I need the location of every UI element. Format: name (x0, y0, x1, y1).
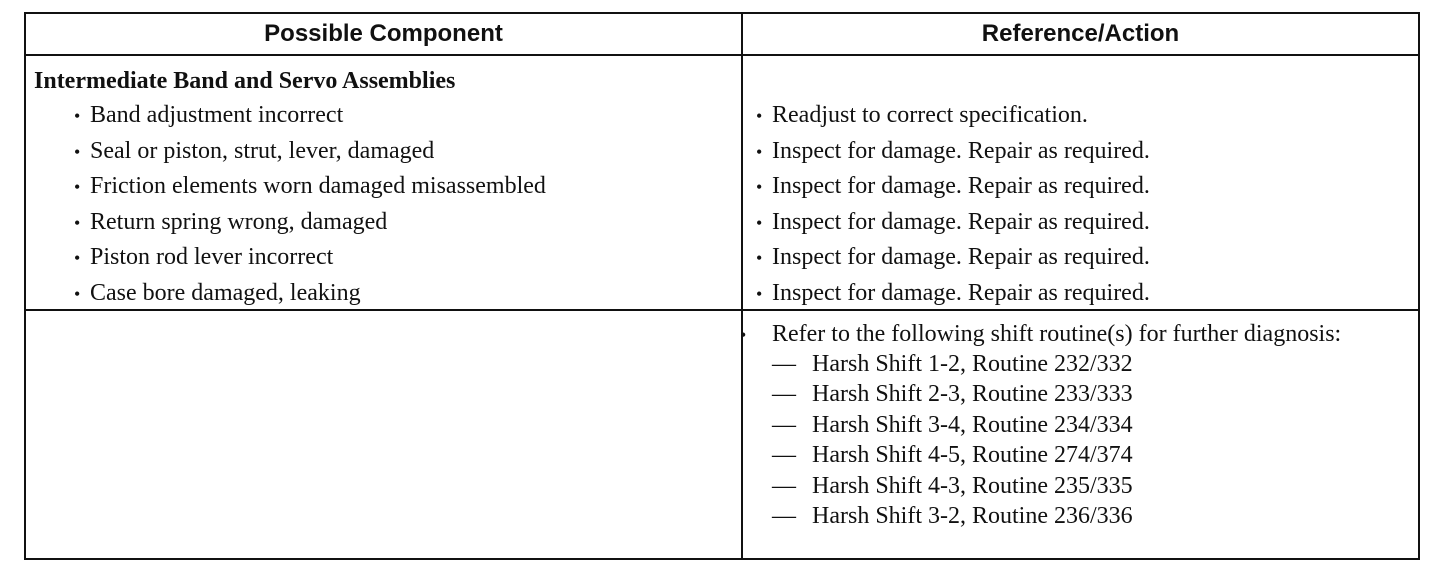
action-item (756, 169, 1150, 205)
component-item (74, 205, 546, 241)
routine-text: Harsh Shift 3-4, Routine 234/334 (812, 411, 1133, 438)
refer-block (756, 320, 1406, 531)
component-item (74, 134, 546, 170)
component-text: Return spring wrong, damaged (90, 208, 388, 235)
component-item (74, 98, 546, 134)
routine-text: Harsh Shift 4-3, Routine 235/335 (812, 472, 1133, 499)
dash: — (772, 472, 796, 499)
action-item (756, 240, 1150, 276)
routine-text: Harsh Shift 3-2, Routine 236/336 (812, 502, 1133, 529)
diagnosis-table (24, 12, 1420, 560)
routine-item (772, 501, 1406, 531)
routine-item (772, 471, 1406, 501)
dash: — (772, 351, 796, 377)
component-list (74, 98, 546, 312)
component-item (74, 276, 546, 312)
routine-item (772, 410, 1406, 440)
component-text: Case bore damaged, leaking (90, 279, 361, 306)
component-item (74, 240, 546, 276)
routine-text: Harsh Shift 4-5, Routine 274/374 (812, 442, 1133, 469)
action-text: Inspect for damage. Repair as required. (772, 173, 1150, 200)
header-divider (26, 54, 1418, 56)
action-text: Inspect for damage. Repair as required. (772, 208, 1150, 235)
action-text: Readjust to correct specification. (772, 102, 1088, 128)
dash: — (772, 442, 796, 469)
refer-text-content: Refer to the following shift routine(s) for further diagnosis: (772, 321, 1342, 347)
routine-item (772, 349, 1406, 379)
refer-text (756, 320, 1406, 349)
group-title: Intermediate Band and Servo Assemblies (34, 68, 456, 94)
action-list (756, 98, 1150, 312)
component-text: Seal or piston, strut, lever, damaged (90, 137, 435, 164)
routine-text: Harsh Shift 2-3, Routine 233/333 (812, 381, 1133, 408)
component-item (74, 169, 546, 205)
action-item (756, 276, 1150, 312)
dash: — (772, 411, 796, 438)
component-text: Band adjustment incorrect (90, 102, 344, 128)
routine-text: Harsh Shift 1-2, Routine 232/332 (812, 351, 1133, 377)
routine-list (772, 349, 1406, 531)
component-text: Friction elements worn damaged misassembled (90, 173, 546, 200)
component-text: Piston rod lever incorrect (90, 244, 334, 271)
action-item (756, 98, 1150, 134)
dash: — (772, 381, 796, 408)
header-possible-component: Possible Component (264, 20, 503, 47)
action-text: Inspect for damage. Repair as required. (772, 279, 1150, 306)
routine-item (772, 440, 1406, 470)
action-item (756, 205, 1150, 241)
action-item (756, 134, 1150, 170)
header-reference-action: Reference/Action (981, 20, 1180, 47)
action-text: Inspect for damage. Repair as required. (772, 137, 1150, 164)
action-text: Inspect for damage. Repair as required. (772, 244, 1150, 271)
routine-item (772, 379, 1406, 409)
column-divider (741, 14, 743, 558)
dash: — (772, 502, 796, 529)
